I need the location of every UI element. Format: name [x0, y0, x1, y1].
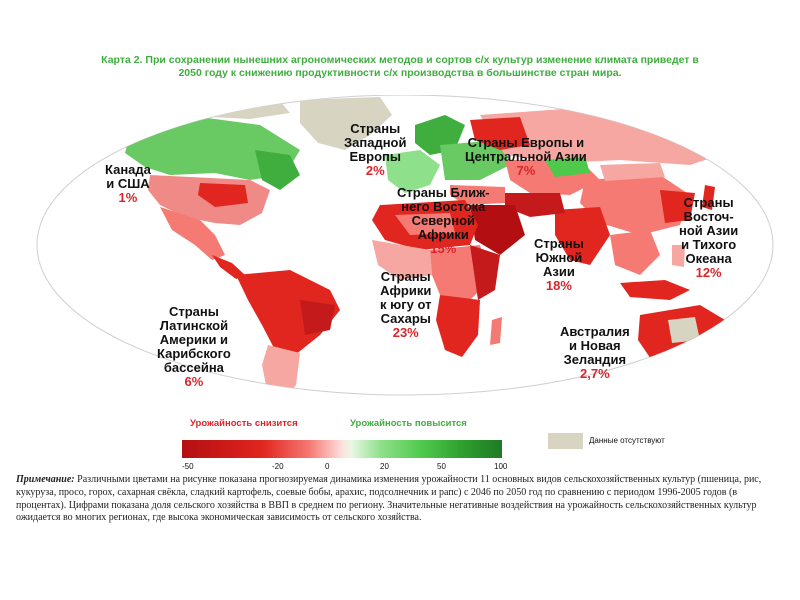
map-title-line2: 2050 году к снижению продуктивности с/х производства в большинстве стран мира. [178, 67, 622, 79]
region-name: Страны Южной Азии [534, 236, 584, 279]
region-label-sub-saharan-africa [380, 270, 431, 340]
footnote [16, 474, 784, 525]
legend-tick: 100 [494, 462, 508, 471]
region-label-east-asia-pacific [679, 196, 738, 280]
region-label-south-asia [534, 237, 584, 293]
region-name: Страны Восточ- ной Азии и Тихого Океана [679, 195, 739, 266]
legend-tick: 50 [437, 462, 446, 471]
region-pct: 2% [365, 163, 385, 178]
region-name: Канада и США [105, 162, 151, 191]
south-america-south [262, 345, 300, 405]
legend-tick: 0 [325, 462, 330, 471]
region-label-europe-central-asia [465, 136, 587, 178]
legend-decrease-label: Урожайность снизится [190, 418, 298, 429]
australia-nodata [668, 317, 700, 343]
legend-tick: -50 [182, 462, 194, 471]
legend-tick: 20 [380, 462, 389, 471]
region-pct: 15% [430, 241, 457, 256]
region-label-latin-america [157, 305, 231, 389]
region-name: Страны Ближ- него Востока Северной Африки [397, 185, 490, 242]
region-pct: 2,7% [580, 366, 610, 381]
region-pct: 7% [516, 163, 536, 178]
region-name: Страны Африки к югу от Сахары [380, 269, 432, 326]
region-name: Страны Европы и Центральной Азии [465, 135, 587, 164]
region-pct: 12% [695, 265, 722, 280]
map-title-line1: Карта 2. При сохранении нынешних агрономических методов и сортов с/х культур изменение климата приведет в [101, 54, 699, 66]
region-name: Страны Западной Европы [344, 121, 407, 164]
region-label-mena [397, 186, 490, 256]
region-name: Австралия и Новая Зеландия [560, 324, 630, 367]
legend-color-scale [182, 440, 502, 458]
region-label-australia-nz [560, 325, 630, 381]
region-label-canada-usa [105, 163, 151, 205]
legend-no-data-swatch [548, 433, 583, 449]
legend-no-data-label: Данные отсутствуют [589, 436, 665, 445]
region-pct: 23% [392, 325, 419, 340]
region-pct: 18% [545, 278, 572, 293]
new-zealand [735, 357, 748, 387]
antarctica [80, 400, 730, 415]
region-pct: 6% [184, 374, 204, 389]
legend-increase-label: Урожайность повысится [350, 418, 467, 429]
region-pct: 1% [118, 190, 138, 205]
region-name: Страны Латинской Америки и Карибского бассейна [157, 304, 231, 375]
legend-tick: -20 [272, 462, 284, 471]
region-label-western-europe [344, 122, 407, 178]
map-title [30, 54, 770, 80]
brazil-east [300, 300, 335, 335]
footnote-text: Различными цветами на рисунке показана прогнозируемая динамика изменения урожайности 11 основных видов сельскохозяйственных культур (пшеница, рис, кукуруза, просо, горох, сахарная свёкла, сладкий картофель, соевые бобы, арахис, подсолнечник и рапс) с 2046 по 2050 год по сравнению с периодом 1996-2005 годов (в процентах). Цифрами показана доля сельского хозяйства в ВВП в среднем по региону. Значительные негативные воздействия на урожайность сельскохозяйственных культур ожидается во многих регионах, где высока экономическая зависимость от сельского хозяйства. [16, 474, 762, 524]
footnote-lead: Примечание: [16, 474, 75, 485]
